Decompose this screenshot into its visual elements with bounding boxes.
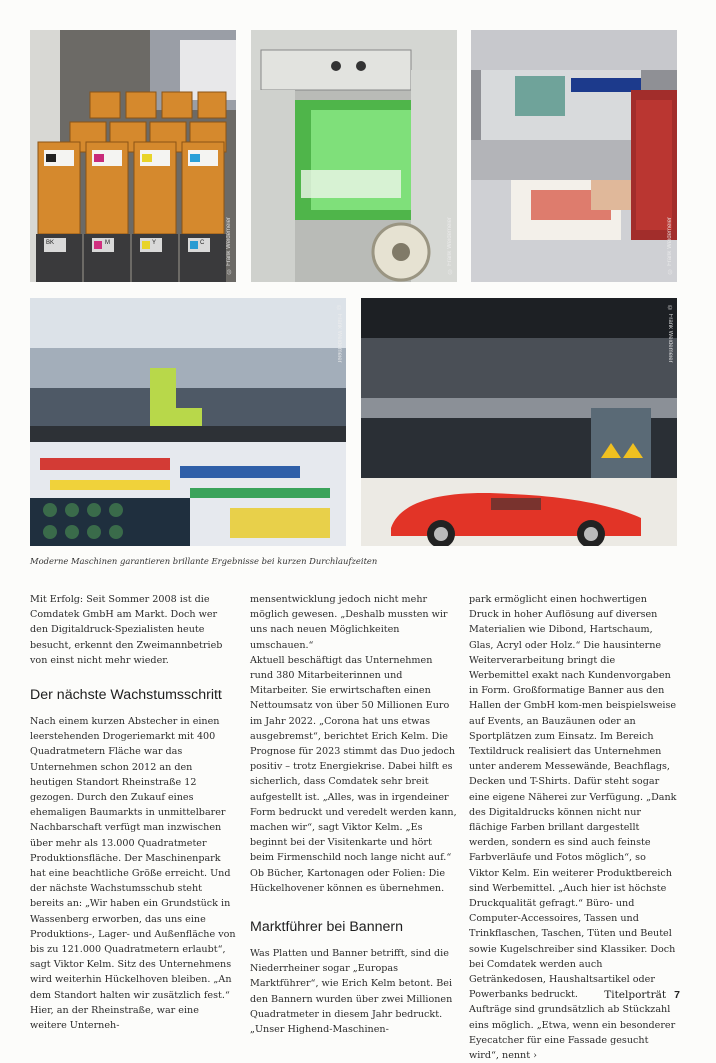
page-footer bbox=[604, 989, 680, 1001]
paragraph: Nach einem kurzen Abstecher in einen leerstehenden Drogeriemarkt mit 400 Quadratmetern Fläche war das Unternehmen schon 2012 an den heutigen Standort Rheinstraße 12 gezogen. Durch den Zukauf eines ehemaligen Baumarkts in unmittelbarer Nachbarschaft verfügt man inzwischen über mehr als 13.000 Quadratmeter Produktionsfläche. Der Maschinenpark hat eine beachtliche Größe erreicht. Und der nächste Wachstumsschub steht bereits an: „Wir haben ein Grundstück in Wassenberg erworben, das uns eine Produktions-, Lager- und Außenfläche von bis zu 121.000 Quadratmetern erlaubt“, sagt Viktor Kelm. Sitz des Unternehmens wird weiterhin Hückelhoven bleiben. „An dem Standort halten wir zusätzlich fest.“ Hier, an der Rheinstraße, war eine weitere Unterneh- bbox=[30, 716, 236, 1032]
section-heading: Marktführer bei Bannern bbox=[250, 919, 403, 936]
photo-textile-printer bbox=[361, 298, 677, 546]
paragraph: Aufträge sind grundsätzlich ab Stückzahl eins möglich. „Etwa, wenn ein besonderer Eyecatcher für eine Fassade gesucht wird“, nennt › bbox=[469, 1004, 676, 1062]
photo-laminator bbox=[251, 30, 457, 282]
paragraph: mensentwicklung jedoch nicht mehr möglich gewesen. „Deshalb mussten wir uns nach neuen Möglichkeiten umschauen.“ bbox=[250, 594, 448, 651]
photo-credit: © Frank Weidemeier bbox=[226, 217, 232, 274]
photo-credit: © Frank Weidemeier bbox=[667, 217, 673, 274]
photo-credit: © Frank Weidemeier bbox=[336, 306, 342, 363]
ink-label-m: M bbox=[105, 240, 110, 246]
paragraph: Mit Erfolg: Seit Sommer 2008 ist die Comdatek GmbH am Markt. Doch wer den Digitaldruck-Spezialisten heute besucht, erkennt den Zweimannbetrieb von einst nicht mehr wieder. bbox=[30, 594, 223, 666]
paragraph: Aktuell beschäftigt das Unternehmen rund 380 Mitarbeiterinnen und Mitarbeiter. Sie erwirtschaften einen Nettoumsatz von über 50 Millionen Euro im Jahr 2022. „Corona hat uns etwas ausgebremst“, berichtet Erich Kelm. Die Prognose für 2023 stimmt das Duo jedoch positiv – trotz Energiekrise. Dabei hilft es sicherlich, dass Comdatek sehr breit aufgestellt ist. „Alles, was in irgendeiner Form bedruckt und veredelt werden kann, machen wir“, sagt Viktor Kelm. „Es beginnt bei der Visitenkarte und hört beim Firmenschild noch lange nicht auf.“ Ob Bücher, Kartonagen oder Folien: Die Hückelhovener können es übernehmen. bbox=[250, 654, 457, 894]
paragraph: park ermöglicht einen hochwertigen Druck in hoher Auflösung auf diversen Materialien wie Dibond, Hartschaum, Glas, Acryl oder Holz.“ Die hausinterne Weiterverarbeitung bringt die Werbemittel exakt nach Kundenvorgaben in Form. Großformatige Banner aus den Hallen der GmbH kom-men beispielsweise auf Events, an Bauzäunen oder an Sportplätzen zum Einsatz. Im Bereich Textildruck realisiert das Unternehmen unter anderem Messewände, Beachflags, Decken und T-Shirts. Dafür steht sogar eine eigene Näherei zur Verfügung. „Dank des Digitaldrucks können nicht nur flächige Farben brillant dargestellt werden, sondern es sind auch feinste Farbverläufe und Fotos möglich“, so Viktor Kelm. Ein weiterer Produktbereich sind Werbemittel. „Auch hier ist höchste Druckqualität gefragt.“ Büro- und Computer-Accessoires, Tassen und Trinkflaschen, Taschen, Tüten und Beutel sowie Kugelschreiber sind Klassiker. Doch bei Comdatek werden auch Getränkedosen, Haushaltsartikel oder Powerbanks bedruckt. bbox=[469, 594, 677, 1001]
paragraph: Was Platten und Banner betrifft, sind die Niederrheiner sogar „Europas Marktführer“, wie Erich Kelm betont. Bei den Bannern wurden über zwei Millionen Quadratmeter in diesem Jahr bedruckt. „Unser Highend-Maschinen- bbox=[250, 948, 453, 1036]
photo-flatbed-cutter bbox=[30, 298, 346, 546]
section-label: Titelporträt bbox=[604, 989, 667, 1001]
photo-paper-cutter bbox=[471, 30, 677, 282]
ink-label-c: C bbox=[200, 240, 205, 246]
text-column-1 bbox=[30, 592, 238, 1033]
text-column-2 bbox=[250, 592, 458, 1037]
photo-ink-cartridges bbox=[30, 30, 236, 282]
ink-label-bk: BK bbox=[46, 240, 55, 246]
photo-credit: © Frank Weidemeier bbox=[667, 306, 673, 363]
section-heading: Der nächste Wachstumsschritt bbox=[30, 687, 222, 704]
photo-caption: Moderne Maschinen garantieren brillante Ergebnisse bei kurzen Durchlaufzeiten bbox=[30, 556, 378, 566]
photo-credit: © Frank Weidemeier bbox=[447, 217, 453, 274]
ink-label-y: Y bbox=[152, 240, 157, 246]
page-number: 7 bbox=[674, 989, 680, 1001]
